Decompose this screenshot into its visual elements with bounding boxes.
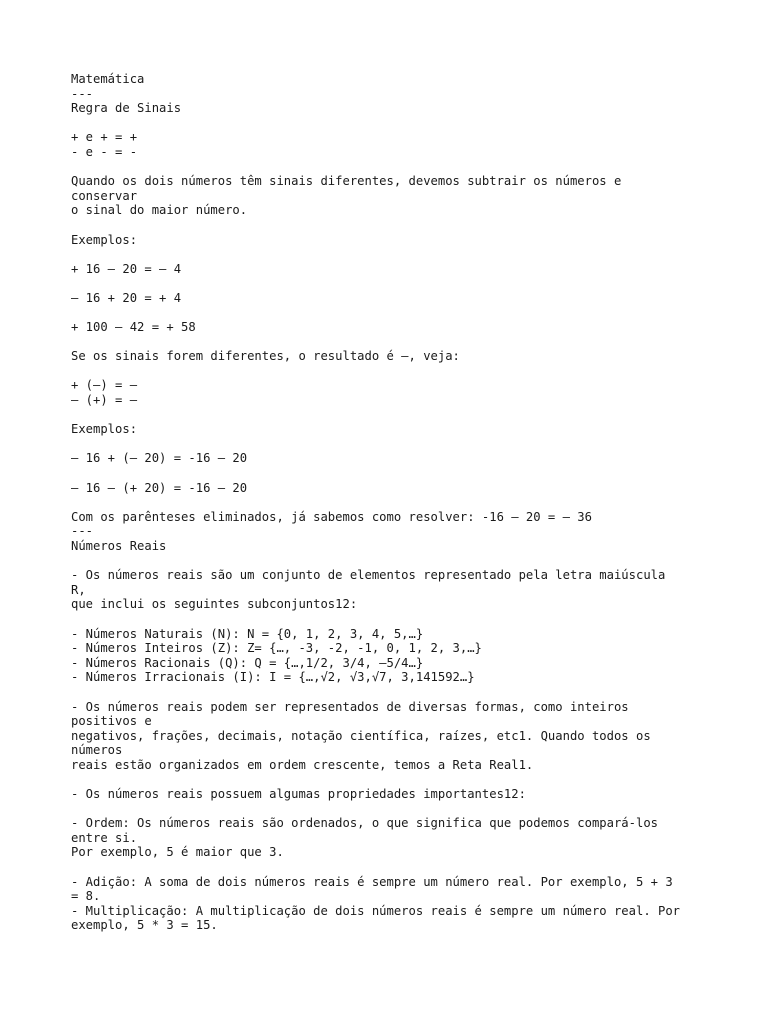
blank-line	[71, 685, 701, 700]
text-line: ---	[71, 86, 94, 101]
blank-line	[71, 437, 701, 452]
text-line: Matemática	[71, 72, 145, 86]
text-line: - Os números reais são um conjunto de elementos representado pela letra maiúscula	[71, 568, 666, 583]
blank-line	[71, 306, 701, 321]
blank-line	[71, 495, 701, 510]
blank-line	[71, 116, 701, 131]
text-line: - Números Inteiros (Z): Z= {…, -3, -2, -1, 0, 1, 2, 3,…}	[71, 641, 482, 656]
blank-line	[71, 218, 701, 233]
text-line: - Os números reais possuem algumas propriedades importantes12:	[71, 787, 526, 802]
text-line: + 16 – 20 = – 4	[71, 261, 182, 276]
text-line: que inclui os seguintes subconjuntos12:	[71, 597, 358, 612]
text-line: Exemplos:	[71, 422, 138, 437]
text-line: Números Reais	[71, 539, 167, 553]
text-line: - Os números reais podem ser representados de diversas formas, como inteiros	[71, 699, 629, 714]
text-line: = 8.	[71, 889, 101, 904]
text-line: o sinal do maior número.	[71, 203, 248, 218]
text-line: Por exemplo, 5 é maior que 3.	[71, 845, 284, 860]
text-line: exemplo, 5 * 3 = 15.	[71, 918, 218, 933]
blank-line	[71, 247, 701, 262]
text-line: ---	[71, 524, 94, 539]
text-line: entre si.	[71, 830, 138, 845]
text-line: Exemplos:	[71, 232, 138, 247]
text-line: - Ordem: Os números reais são ordenados, o que significa que podemos compará-los	[71, 816, 658, 831]
text-line: Se os sinais forem diferentes, o resultado é –, veja:	[71, 349, 460, 364]
blank-line	[71, 466, 701, 481]
text-line: - Números Racionais (Q): Q = {…,1/2, 3/4, –5/4…}	[71, 655, 424, 670]
text-line: positivos e	[71, 714, 152, 729]
blank-line	[71, 364, 701, 379]
text-line: Quando os dois números têm sinais diferentes, devemos subtrair os números e	[71, 174, 622, 189]
blank-line	[71, 276, 701, 291]
document-page	[71, 72, 701, 933]
text-line: - Multiplicação: A multiplicação de dois números reais é sempre um número real. Por	[71, 903, 681, 918]
text-line: - e - = -	[71, 144, 138, 159]
text-line: números	[71, 743, 123, 758]
text-line: Regra de Sinais	[71, 101, 182, 116]
text-line: – 16 – (+ 20) = -16 – 20	[71, 480, 248, 495]
blank-line	[71, 160, 701, 175]
blank-line	[71, 335, 701, 350]
blank-line	[71, 408, 701, 423]
text-line: + e + = +	[71, 130, 138, 145]
blank-line	[71, 773, 701, 788]
blank-line	[71, 554, 701, 569]
text-line: – 16 + (– 20) = -16 – 20	[71, 451, 248, 466]
text-line: - Adição: A soma de dois números reais é sempre um número real. Por exemplo, 5 + 3	[71, 874, 673, 889]
text-line: – (+) = –	[71, 393, 138, 408]
text-line: - Números Irracionais (I): I = {…,√2, √3,√7, 3,141592…}	[71, 670, 475, 685]
text-line: reais estão organizados em ordem crescente, temos a Reta Real1.	[71, 757, 534, 772]
text-line: Com os parênteses eliminados, já sabemos como resolver: -16 – 20 = – 36	[71, 509, 592, 524]
text-line: - Números Naturais (N): N = {0, 1, 2, 3, 4, 5,…}	[71, 626, 424, 641]
blank-line	[71, 860, 701, 875]
text-line: + 100 – 42 = + 58	[71, 320, 196, 335]
text-line: + (–) = –	[71, 378, 138, 393]
text-line: R,	[71, 582, 86, 597]
text-line: negativos, frações, decimais, notação científica, raízes, etc1. Quando todos os	[71, 728, 651, 743]
blank-line	[71, 802, 701, 817]
text-line: – 16 + 20 = + 4	[71, 290, 182, 305]
blank-line	[71, 612, 701, 627]
text-line: conservar	[71, 188, 138, 203]
